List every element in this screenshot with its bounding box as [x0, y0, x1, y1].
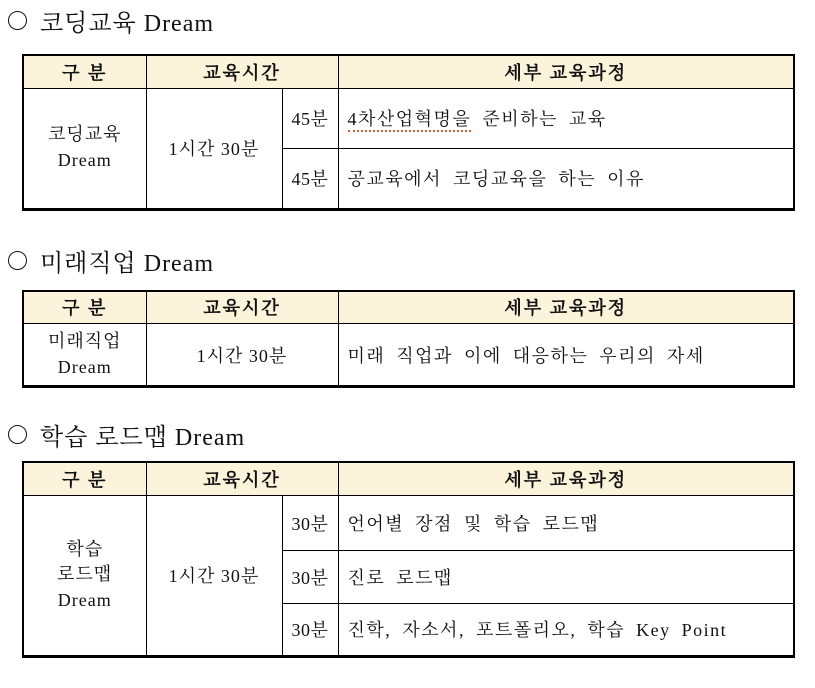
cell-category	[23, 324, 146, 387]
cell-duration: 1시간 30분	[146, 495, 282, 656]
cell-detail	[338, 88, 794, 148]
cell-duration: 1시간 30분	[146, 324, 338, 387]
header-curriculum: 세부 교육과정	[338, 55, 794, 88]
cell-duration: 1시간 30분	[146, 88, 282, 209]
category-line: 미래직업	[47, 330, 122, 351]
header-category: 구 분	[23, 291, 146, 324]
category-line: Dream	[57, 150, 112, 170]
header-curriculum: 세부 교육과정	[338, 291, 794, 324]
circle-bullet-icon	[8, 11, 27, 30]
detail-text: 준비하는 교육	[471, 109, 607, 129]
header-duration: 교육시간	[146, 462, 338, 495]
category-line: Dream	[57, 356, 112, 377]
table-row	[23, 88, 794, 148]
header-category: 구 분	[23, 462, 146, 495]
category-line: Dream	[57, 589, 112, 610]
table-header-row	[23, 462, 794, 495]
circle-bullet-icon	[8, 251, 27, 270]
header-curriculum: 세부 교육과정	[338, 462, 794, 495]
header-duration: 교육시간	[146, 55, 338, 88]
table-coding-dream	[22, 54, 795, 211]
cell-time: 45분	[282, 88, 338, 148]
cell-category	[23, 88, 146, 209]
cell-detail: 미래 직업과 이에 대응하는 우리의 자세	[338, 324, 794, 387]
cell-time: 30분	[282, 550, 338, 603]
spellcheck-marked-text: 4차산업혁명을	[348, 109, 472, 132]
table-header-row	[23, 291, 794, 324]
section-title-learning-roadmap-dream	[8, 420, 815, 451]
table-row	[23, 324, 794, 387]
table-learning-roadmap-dream	[22, 461, 795, 658]
section-title-future-job-dream	[8, 247, 815, 275]
header-duration: 교육시간	[146, 291, 338, 324]
header-category: 구 분	[23, 55, 146, 88]
category-line: 코딩교육	[47, 124, 122, 145]
circle-bullet-icon	[8, 425, 27, 444]
section-title-text: 미래직업 Dream	[40, 251, 215, 277]
section-title-text: 코딩교육 Dream	[40, 10, 215, 37]
cell-time: 45분	[282, 148, 338, 209]
cell-detail: 공교육에서 코딩교육을 하는 이유	[338, 148, 794, 209]
section-title-text: 학습 로드맵 Dream	[40, 424, 246, 451]
cell-detail: 진로 로드맵	[338, 550, 794, 603]
cell-time: 30분	[282, 495, 338, 550]
table-row	[23, 495, 794, 550]
table-header-row	[23, 55, 794, 88]
cell-detail: 진학, 자소서, 포트폴리오, 학습 Key Point	[338, 603, 794, 656]
cell-detail: 언어별 장점 및 학습 로드맵	[338, 495, 794, 550]
section-title-coding-dream	[8, 6, 815, 37]
table-future-job-dream	[22, 290, 795, 389]
category-line: 로드맵	[57, 564, 113, 585]
cell-category	[23, 495, 146, 656]
category-line: 학습	[66, 538, 104, 559]
cell-time: 30분	[282, 603, 338, 656]
